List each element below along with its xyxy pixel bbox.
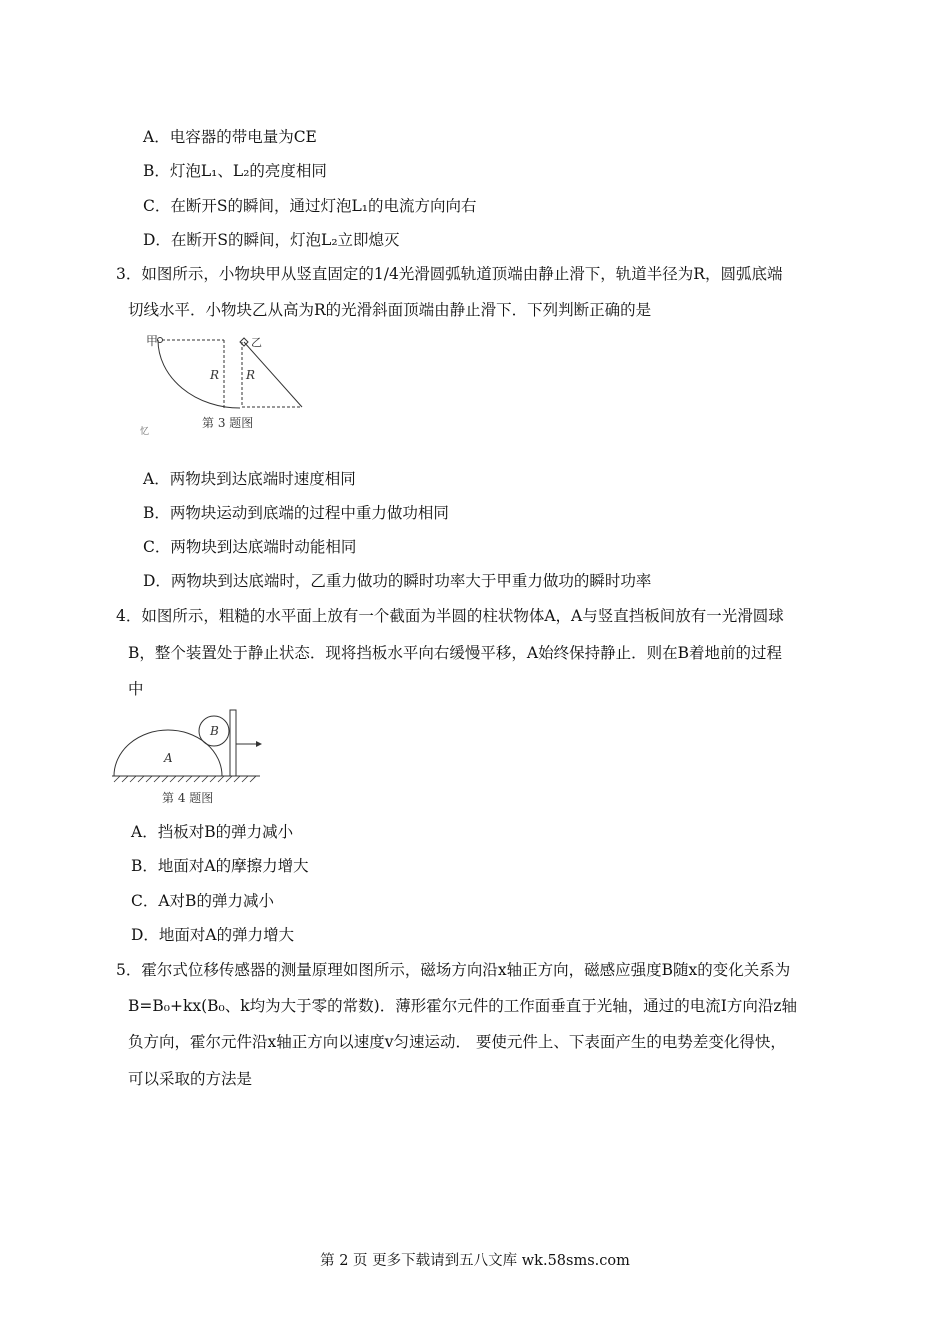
q3-option-c: C．两物块到达底端时动能相同 <box>143 538 357 556</box>
q4-stem-line2: B，整个装置处于静止状态．现将挡板水平向右缓慢平移，A始终保持静止．则在B着地前的过程 <box>128 644 782 662</box>
q2-option-a: A．电容器的带电量为CE <box>143 128 317 146</box>
q2-option-b: B．灯泡L₁、L₂的亮度相同 <box>143 162 327 180</box>
q4-arrow-head <box>256 741 262 747</box>
q3-figure <box>136 330 316 440</box>
page-footer: 第 2 页 更多下载请到五八文库 wk.58sms.com <box>320 1253 630 1269</box>
q3-option-a: A．两物块到达底端时速度相同 <box>143 470 356 488</box>
q4-caption: 第 4 题图 <box>162 791 214 805</box>
q2-option-d: D．在断开S的瞬间，灯泡L₂立即熄灭 <box>143 231 400 249</box>
q3-stray-mark: 忆 <box>140 427 150 437</box>
q4-stem-line1: 4．如图所示，粗糙的水平面上放有一个截面为半圆的柱状物体A，A与竖直挡板间放有一光滑圆球 <box>116 607 784 625</box>
q3-label-yi: 乙 <box>251 336 262 349</box>
q3-option-b: B．两物块运动到底端的过程中重力做功相同 <box>143 504 449 522</box>
q4-figure <box>110 704 280 810</box>
q4-ground-hatch <box>114 776 256 782</box>
q3-label-r2: R <box>246 368 256 382</box>
q3-label-r1: R <box>210 368 220 382</box>
q3-caption: 第 3 题图 <box>202 416 254 430</box>
q3-stem-line1: 3．如图所示，小物块甲从竖直固定的1/4光滑圆弧轨道顶端由静止滑下，轨道半径为R，圆弧底端 <box>116 265 783 283</box>
q3-stem-line2: 切线水平．小物块乙从高为R的光滑斜面顶端由静止滑下．下列判断正确的是 <box>128 301 652 319</box>
q4-label-b: B <box>210 724 219 738</box>
q4-option-b: B．地面对A的摩擦力增大 <box>131 857 309 875</box>
q4-option-c: C．A对B的弹力减小 <box>131 892 274 910</box>
q4-label-a: A <box>164 751 173 765</box>
q2-option-c: C．在断开S的瞬间，通过灯泡L₁的电流方向向右 <box>143 197 477 215</box>
q3-label-jia: 甲 <box>146 334 159 348</box>
q5-stem-line3: 负方向，霍尔元件沿x轴正方向以速度v匀速运动． 要使元件上、下表面产生的电势差变化得快， <box>128 1033 786 1051</box>
q4-option-d: D．地面对A的弹力增大 <box>131 926 295 944</box>
q3-option-d: D．两物块到达底端时，乙重力做功的瞬时功率大于甲重力做功的瞬时功率 <box>143 572 652 590</box>
q5-stem-line4: 可以采取的方法是 <box>128 1070 253 1088</box>
q5-stem-line2: B=B₀+kx(B₀、k均为大于零的常数)．薄形霍尔元件的工作面垂直于光轴，通过的电流I方向沿z轴 <box>128 997 797 1015</box>
q4-baffle <box>230 710 236 776</box>
q5-stem-line1: 5．霍尔式位移传感器的测量原理如图所示，磁场方向沿x轴正方向，磁感应强度B随x的变化关系为 <box>116 961 791 979</box>
q4-option-a: A．挡板对B的弹力减小 <box>131 823 294 841</box>
q3-arc-track <box>158 340 240 408</box>
q4-stem-line3: 中 <box>128 680 144 698</box>
